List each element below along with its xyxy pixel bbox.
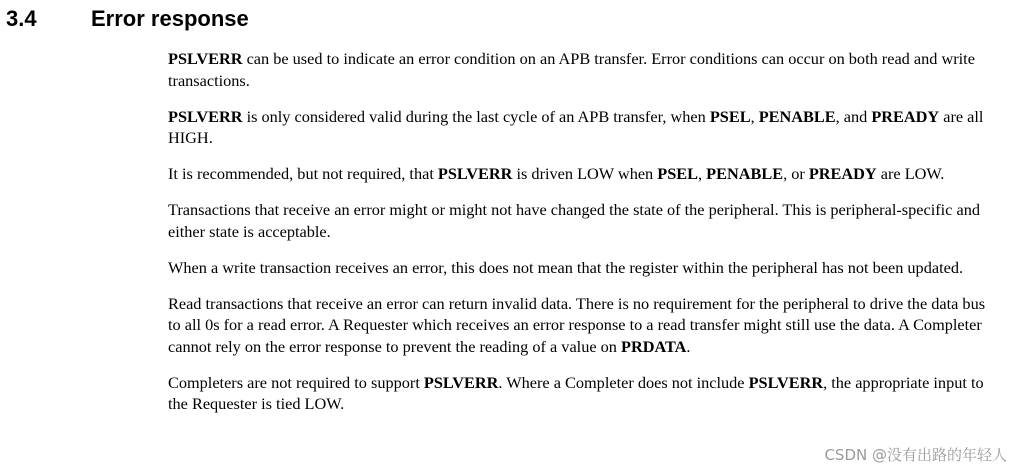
paragraph-pslverr-validity [168, 106, 990, 149]
text-run: Read transactions that receive an error can return invalid data. There is no requirement for the peripheral to drive the data bus to all 0s for a read error. A Requester which receives an error response to a read transfer might still use the data. A Completer cannot rely on the error response to prevent the reading of a value on [168, 293, 986, 356]
text-run: are all HIGH. [168, 106, 984, 147]
section-title: Error response [91, 6, 249, 31]
paragraph-pslverr-purpose [168, 48, 990, 91]
watermark: CSDN @没有出路的年轻人 [824, 446, 1007, 464]
paragraph-pslverr-recommendation [168, 163, 990, 185]
text-run: It is recommended, but not required, that [168, 164, 438, 183]
signal-name: PSLVERR [748, 372, 824, 392]
text-run: When a write transaction receives an error, this does not mean that the register within the peripheral has not been updated. [168, 257, 964, 277]
signal-name: PSLVERR [437, 164, 513, 183]
text-run: , the appropriate input to the Requester is tied LOW. [168, 372, 984, 413]
section-body [168, 48, 990, 429]
signal-name: PENABLE [758, 106, 836, 126]
signal-name: PSLVERR [168, 106, 243, 126]
paragraph-write-error [168, 257, 990, 279]
text-run: Completers are not required to support [168, 372, 424, 392]
text-run: is driven LOW when [512, 164, 658, 183]
paragraph-completer-support [168, 372, 990, 415]
text-run: , and [835, 106, 872, 126]
text-run: , [698, 164, 707, 183]
text-run: , [750, 106, 759, 126]
signal-name: PSLVERR [168, 49, 243, 68]
paragraph-peripheral-state [168, 199, 990, 242]
signal-name: PSLVERR [423, 372, 499, 392]
text-run: . [686, 336, 691, 356]
text-run: Transactions that receive an error might or might not have changed the state of the peripheral. This is peripheral-specific and either state is acceptable. [168, 200, 980, 241]
text-run: , or [783, 164, 809, 183]
signal-name: PSEL [709, 106, 751, 126]
section-number: 3.4 [6, 6, 37, 31]
paragraph-read-error [168, 293, 990, 358]
signal-name: PREADY [808, 164, 877, 183]
text-run: is only considered valid during the last cycle of an APB transfer, when [242, 106, 710, 126]
signal-name: PSEL [657, 164, 699, 183]
signal-name: PREADY [871, 106, 940, 126]
signal-name: PRDATA [621, 336, 687, 356]
signal-name: PENABLE [706, 164, 784, 183]
text-run: . Where a Completer does not include [498, 372, 749, 392]
text-run: can be used to indicate an error condition on an APB transfer. Error conditions can occur on both read and write transactions. [168, 49, 975, 90]
section-heading [6, 4, 249, 34]
text-run: are LOW. [876, 164, 945, 183]
